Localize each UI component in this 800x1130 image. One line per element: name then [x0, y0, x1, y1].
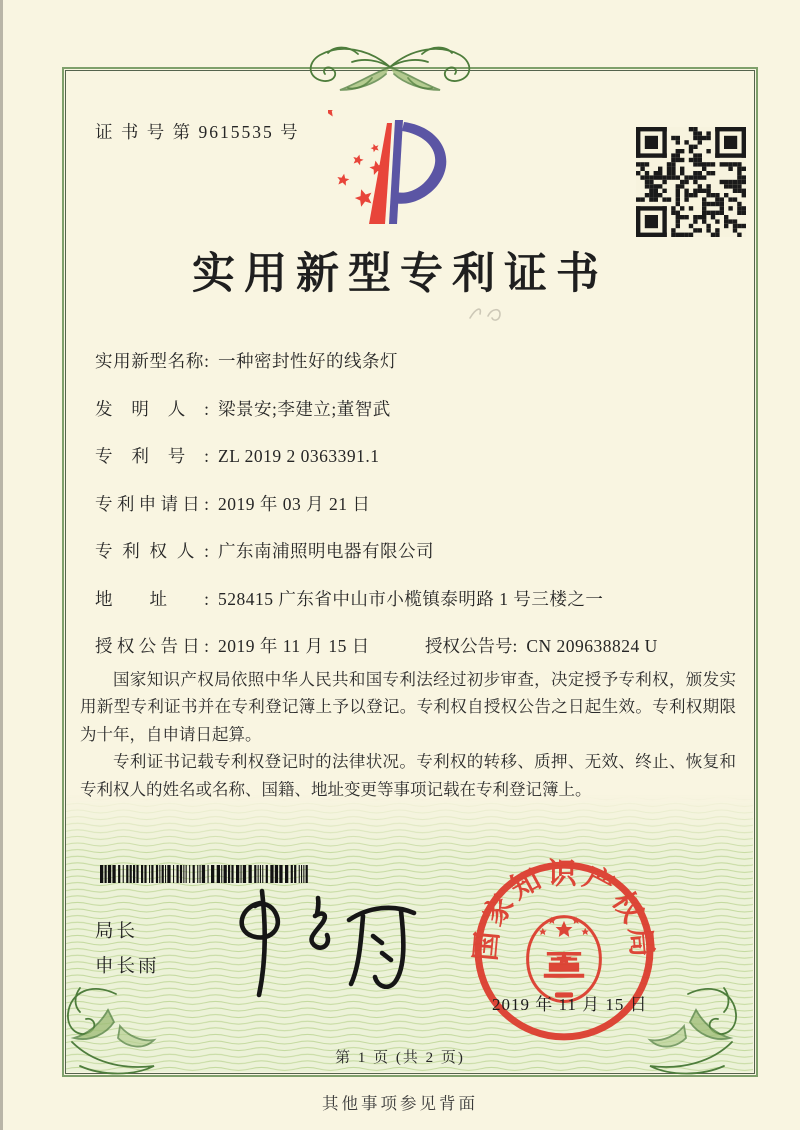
signer-name: 申长雨 — [95, 957, 160, 977]
svg-text:国家知识产权局 — [469, 857, 658, 962]
field-value: 一种密封性好的线条灯 — [218, 351, 398, 371]
field-value: 2019 年 03 月 21 日 — [218, 494, 371, 514]
field-value: 梁景安;李建立;董智武 — [218, 399, 391, 419]
field-row-inventors — [95, 396, 391, 421]
legal-paragraph: 国家知识产权局依照中华人民共和国专利法经过初步审查，决定授予专利权，颁发实用新型专利证书并在专利登记簿上予以登记。专利权自授权公告之日起生效。专利权期限为十年，自申请日起算。 — [80, 670, 736, 744]
barcode — [100, 865, 310, 883]
field-row-address — [95, 586, 603, 611]
qr-code — [636, 127, 746, 237]
legal-paragraph: 专利证书记载专利权登记时的法律状况。专利权的转移、质押、无效、终止、恢复和专利权人的姓名或名称、国籍、地址变更等事项记载在专利登记簿上。 — [80, 752, 736, 799]
field-grant-number — [425, 633, 658, 658]
field-label: 专利号: — [95, 446, 209, 466]
signer-title: 局长 — [95, 922, 139, 942]
field-label: 专利申请日: — [95, 494, 209, 514]
page-number: 第 1 页 (共 2 页) — [335, 1050, 465, 1066]
field-value: ZL 2019 2 0363391.1 — [218, 446, 380, 466]
field-value: 广东南浦照明电器有限公司 — [218, 541, 434, 561]
signature-shen-changyu — [222, 885, 427, 1003]
field-label: 地址: — [95, 589, 209, 609]
field-row-patentee — [95, 538, 434, 563]
field-label: 专利权人: — [95, 541, 209, 561]
field-row-name — [95, 348, 398, 373]
field-label: 实用新型名称: — [95, 351, 209, 371]
legal-text — [80, 666, 736, 803]
field-row-patent-number — [95, 443, 379, 468]
certificate-title: 实用新型专利证书 — [192, 251, 608, 298]
certificate-number: 证 书 号 第 9615535 号 — [95, 122, 300, 142]
scan-edge — [0, 0, 3, 1130]
field-row-grant — [95, 633, 755, 658]
seal-date: 2019 年 11 月 15 日 — [492, 995, 648, 1014]
field-value: 528415 广东省中山市小榄镇泰明路 1 号三楼之一 — [218, 589, 604, 609]
field-label: 授权公告日: — [95, 636, 209, 656]
field-value: 2019 年 11 月 15 日 — [218, 636, 370, 656]
field-value: CN 209638824 U — [526, 636, 658, 656]
field-label: 发明人: — [95, 399, 209, 419]
cnipa-logo-icon — [328, 110, 460, 238]
official-seal — [468, 855, 660, 1047]
back-side-note: 其他事项参见背面 — [322, 1094, 478, 1113]
pencil-smudge — [466, 300, 506, 326]
seal-text: 国家知识产权局 — [470, 858, 658, 963]
national-emblem-icon — [528, 917, 601, 1002]
field-label: 授权公告号: — [425, 636, 518, 656]
field-row-filing-date — [95, 491, 370, 516]
